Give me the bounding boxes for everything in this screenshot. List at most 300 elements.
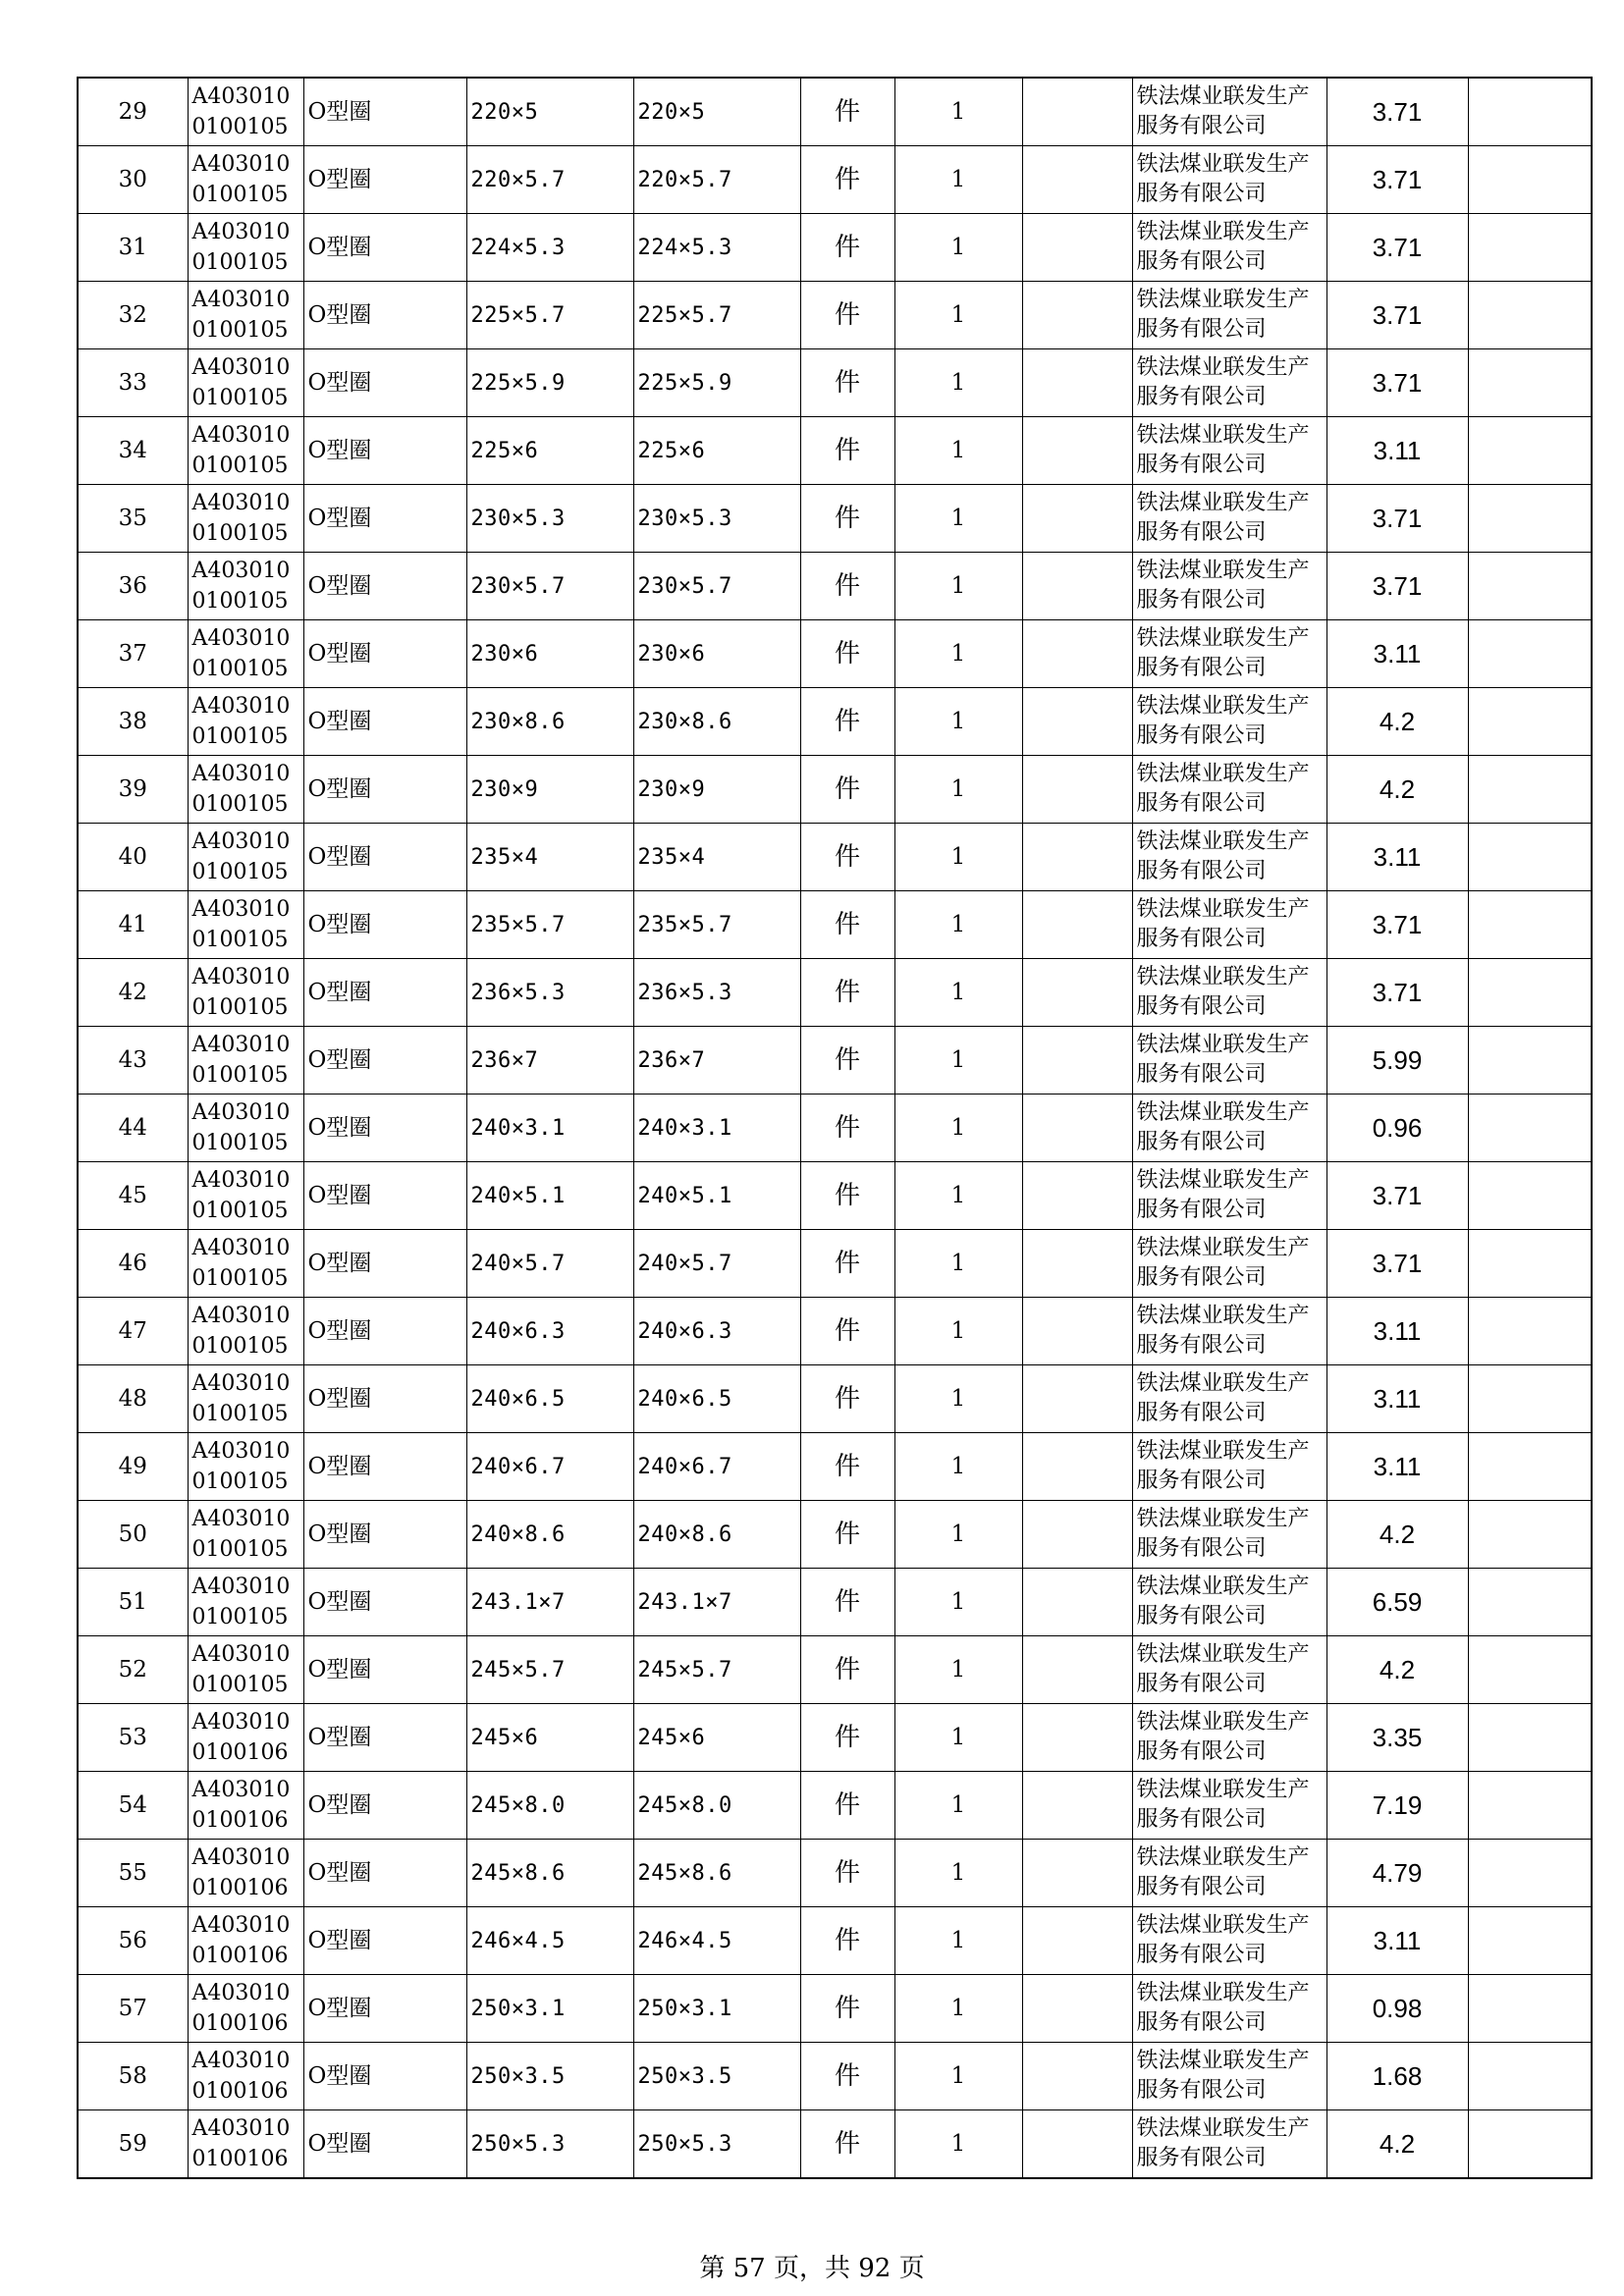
material-code-cell: A4030100100105 [188, 1501, 303, 1569]
row-number-cell: 50 [78, 1501, 188, 1569]
unit-cell: 件 [800, 891, 894, 959]
remark-cell-cell [1468, 1365, 1592, 1433]
supplier-cell: 铁法煤业联发生产服务有限公司 [1132, 349, 1326, 417]
quantity-cell: 1 [894, 620, 1022, 688]
unit-price-cell: 4.79 [1326, 1840, 1468, 1907]
remark-cell-cell [1468, 1772, 1592, 1840]
row-number-cell: 54 [78, 1772, 188, 1840]
unit-cell: 件 [800, 553, 894, 620]
material-code-cell: A4030100100105 [188, 620, 303, 688]
unit-cell: 件 [800, 1704, 894, 1772]
quantity-cell: 1 [894, 282, 1022, 349]
material-name-cell: O型圈 [303, 2110, 466, 2179]
supplier-cell: 铁法煤业联发生产服务有限公司 [1132, 2110, 1326, 2179]
table-row [78, 1772, 1592, 1840]
material-code-cell: A4030100100105 [188, 282, 303, 349]
row-number-cell: 45 [78, 1162, 188, 1230]
quantity-cell: 1 [894, 2110, 1022, 2179]
model-cell: 245×5.7 [633, 1636, 800, 1704]
material-code-cell: A4030100100105 [188, 756, 303, 824]
table-row [78, 959, 1592, 1027]
model-cell: 235×4 [633, 824, 800, 891]
quantity-cell: 1 [894, 1365, 1022, 1433]
unit-cell: 件 [800, 1975, 894, 2043]
specification-cell: 240×6.7 [466, 1433, 633, 1501]
table-row [78, 349, 1592, 417]
material-code-cell: A4030100100105 [188, 349, 303, 417]
unit-price-cell: 3.71 [1326, 78, 1468, 146]
unit-price-cell: 3.71 [1326, 959, 1468, 1027]
blank-cell-cell [1022, 1907, 1132, 1975]
remark-cell-cell [1468, 282, 1592, 349]
unit-cell: 件 [800, 1365, 894, 1433]
unit-cell: 件 [800, 824, 894, 891]
quantity-cell: 1 [894, 1095, 1022, 1162]
material-name-cell: O型圈 [303, 1365, 466, 1433]
table-row [78, 1907, 1592, 1975]
row-number-cell: 31 [78, 214, 188, 282]
model-cell: 220×5.7 [633, 146, 800, 214]
blank-cell-cell [1022, 1501, 1132, 1569]
model-cell: 250×5.3 [633, 2110, 800, 2179]
blank-cell-cell [1022, 1704, 1132, 1772]
specification-cell: 236×7 [466, 1027, 633, 1095]
unit-price-cell: 3.71 [1326, 485, 1468, 553]
remark-cell-cell [1468, 1975, 1592, 2043]
quantity-cell: 1 [894, 1772, 1022, 1840]
quantity-cell: 1 [894, 417, 1022, 485]
material-code-cell: A4030100100105 [188, 1365, 303, 1433]
blank-cell-cell [1022, 688, 1132, 756]
specification-cell: 235×4 [466, 824, 633, 891]
row-number-cell: 37 [78, 620, 188, 688]
remark-cell-cell [1468, 1298, 1592, 1365]
material-name-cell: O型圈 [303, 1636, 466, 1704]
model-cell: 240×6.5 [633, 1365, 800, 1433]
material-name-cell: O型圈 [303, 688, 466, 756]
material-name-cell: O型圈 [303, 2043, 466, 2110]
specification-cell: 230×5.7 [466, 553, 633, 620]
quantity-cell: 1 [894, 1907, 1022, 1975]
row-number-cell: 40 [78, 824, 188, 891]
supplier-cell: 铁法煤业联发生产服务有限公司 [1132, 1975, 1326, 2043]
table-row [78, 78, 1592, 146]
table-row [78, 1095, 1592, 1162]
specification-cell: 230×9 [466, 756, 633, 824]
blank-cell-cell [1022, 1162, 1132, 1230]
table-row [78, 1636, 1592, 1704]
model-cell: 245×6 [633, 1704, 800, 1772]
remark-cell-cell [1468, 688, 1592, 756]
material-name-cell: O型圈 [303, 1975, 466, 2043]
blank-cell-cell [1022, 1569, 1132, 1636]
remark-cell-cell [1468, 349, 1592, 417]
blank-cell-cell [1022, 1298, 1132, 1365]
unit-cell: 件 [800, 485, 894, 553]
unit-price-cell: 5.99 [1326, 1027, 1468, 1095]
unit-price-cell: 3.71 [1326, 146, 1468, 214]
material-name-cell: O型圈 [303, 349, 466, 417]
supplier-cell: 铁法煤业联发生产服务有限公司 [1132, 1162, 1326, 1230]
unit-price-cell: 3.11 [1326, 1298, 1468, 1365]
blank-cell-cell [1022, 1975, 1132, 2043]
blank-cell-cell [1022, 349, 1132, 417]
specification-cell: 240×3.1 [466, 1095, 633, 1162]
unit-cell: 件 [800, 1569, 894, 1636]
unit-price-cell: 6.59 [1326, 1569, 1468, 1636]
remark-cell-cell [1468, 417, 1592, 485]
table-row [78, 1704, 1592, 1772]
material-name-cell: O型圈 [303, 1772, 466, 1840]
quantity-cell: 1 [894, 824, 1022, 891]
row-number-cell: 53 [78, 1704, 188, 1772]
row-number-cell: 38 [78, 688, 188, 756]
specification-cell: 240×5.7 [466, 1230, 633, 1298]
model-cell: 240×3.1 [633, 1095, 800, 1162]
material-name-cell: O型圈 [303, 1230, 466, 1298]
supplier-cell: 铁法煤业联发生产服务有限公司 [1132, 2043, 1326, 2110]
model-cell: 220×5 [633, 78, 800, 146]
material-name-cell: O型圈 [303, 1027, 466, 1095]
table-row [78, 1840, 1592, 1907]
table-row [78, 1027, 1592, 1095]
quantity-cell: 1 [894, 1636, 1022, 1704]
supplier-cell: 铁法煤业联发生产服务有限公司 [1132, 1433, 1326, 1501]
material-code-cell: A4030100100105 [188, 1027, 303, 1095]
blank-cell-cell [1022, 1772, 1132, 1840]
remark-cell-cell [1468, 1636, 1592, 1704]
unit-cell: 件 [800, 2043, 894, 2110]
quantity-cell: 1 [894, 1501, 1022, 1569]
table-row [78, 688, 1592, 756]
row-number-cell: 43 [78, 1027, 188, 1095]
remark-cell-cell [1468, 756, 1592, 824]
material-name-cell: O型圈 [303, 214, 466, 282]
remark-cell-cell [1468, 78, 1592, 146]
material-name-cell: O型圈 [303, 891, 466, 959]
supplier-cell: 铁法煤业联发生产服务有限公司 [1132, 688, 1326, 756]
unit-cell: 件 [800, 688, 894, 756]
supplier-cell: 铁法煤业联发生产服务有限公司 [1132, 620, 1326, 688]
unit-cell: 件 [800, 417, 894, 485]
unit-price-cell: 4.2 [1326, 1636, 1468, 1704]
unit-price-cell: 4.2 [1326, 1501, 1468, 1569]
quantity-cell: 1 [894, 1975, 1022, 2043]
material-code-cell: A4030100100105 [188, 78, 303, 146]
supplier-cell: 铁法煤业联发生产服务有限公司 [1132, 146, 1326, 214]
material-code-cell: A4030100100105 [188, 146, 303, 214]
remark-cell-cell [1468, 2110, 1592, 2179]
blank-cell-cell [1022, 1636, 1132, 1704]
remark-cell-cell [1468, 1433, 1592, 1501]
specification-cell: 220×5.7 [466, 146, 633, 214]
specification-cell: 240×5.1 [466, 1162, 633, 1230]
material-code-cell: A4030100100105 [188, 1636, 303, 1704]
unit-cell: 件 [800, 1636, 894, 1704]
material-name-cell: O型圈 [303, 78, 466, 146]
model-cell: 245×8.6 [633, 1840, 800, 1907]
table-body [78, 78, 1592, 2178]
row-number-cell: 47 [78, 1298, 188, 1365]
material-code-cell: A4030100100105 [188, 1230, 303, 1298]
material-code-cell: A4030100100106 [188, 1975, 303, 2043]
remark-cell-cell [1468, 1569, 1592, 1636]
table-row [78, 146, 1592, 214]
model-cell: 236×5.3 [633, 959, 800, 1027]
material-code-cell: A4030100100105 [188, 553, 303, 620]
remark-cell-cell [1468, 214, 1592, 282]
blank-cell-cell [1022, 2110, 1132, 2179]
specification-cell: 243.1×7 [466, 1569, 633, 1636]
blank-cell-cell [1022, 959, 1132, 1027]
specification-cell: 225×5.9 [466, 349, 633, 417]
remark-cell-cell [1468, 1162, 1592, 1230]
supplier-cell: 铁法煤业联发生产服务有限公司 [1132, 1907, 1326, 1975]
unit-cell: 件 [800, 959, 894, 1027]
material-code-cell: A4030100100105 [188, 824, 303, 891]
quantity-cell: 1 [894, 1162, 1022, 1230]
specification-cell: 225×6 [466, 417, 633, 485]
specification-cell: 240×6.5 [466, 1365, 633, 1433]
model-cell: 230×5.3 [633, 485, 800, 553]
row-number-cell: 29 [78, 78, 188, 146]
material-name-cell: O型圈 [303, 1433, 466, 1501]
unit-cell: 件 [800, 2110, 894, 2179]
unit-cell: 件 [800, 1433, 894, 1501]
table-row [78, 891, 1592, 959]
supplier-cell: 铁法煤业联发生产服务有限公司 [1132, 1704, 1326, 1772]
material-code-cell: A4030100100105 [188, 688, 303, 756]
blank-cell-cell [1022, 2043, 1132, 2110]
blank-cell-cell [1022, 1433, 1132, 1501]
unit-price-cell: 3.11 [1326, 824, 1468, 891]
specification-cell: 245×5.7 [466, 1636, 633, 1704]
material-code-cell: A4030100100106 [188, 1907, 303, 1975]
row-number-cell: 32 [78, 282, 188, 349]
unit-price-cell: 4.2 [1326, 756, 1468, 824]
quantity-cell: 1 [894, 959, 1022, 1027]
table-row [78, 553, 1592, 620]
unit-price-cell: 3.11 [1326, 1433, 1468, 1501]
quantity-cell: 1 [894, 553, 1022, 620]
material-code-cell: A4030100100105 [188, 214, 303, 282]
unit-cell: 件 [800, 78, 894, 146]
quantity-cell: 1 [894, 146, 1022, 214]
model-cell: 250×3.5 [633, 2043, 800, 2110]
row-number-cell: 57 [78, 1975, 188, 2043]
specification-cell: 225×5.7 [466, 282, 633, 349]
blank-cell-cell [1022, 485, 1132, 553]
specification-cell: 245×6 [466, 1704, 633, 1772]
supplier-cell: 铁法煤业联发生产服务有限公司 [1132, 1365, 1326, 1433]
material-name-cell: O型圈 [303, 1569, 466, 1636]
unit-cell: 件 [800, 756, 894, 824]
table-row [78, 756, 1592, 824]
table-row [78, 485, 1592, 553]
unit-price-cell: 4.2 [1326, 2110, 1468, 2179]
remark-cell-cell [1468, 1027, 1592, 1095]
model-cell: 225×6 [633, 417, 800, 485]
table-row [78, 1298, 1592, 1365]
unit-price-cell: 3.71 [1326, 891, 1468, 959]
supplier-cell: 铁法煤业联发生产服务有限公司 [1132, 1298, 1326, 1365]
remark-cell-cell [1468, 1230, 1592, 1298]
specification-cell: 235×5.7 [466, 891, 633, 959]
unit-cell: 件 [800, 282, 894, 349]
material-name-cell: O型圈 [303, 959, 466, 1027]
unit-cell: 件 [800, 1298, 894, 1365]
material-name-cell: O型圈 [303, 1162, 466, 1230]
table-row [78, 417, 1592, 485]
row-number-cell: 41 [78, 891, 188, 959]
row-number-cell: 58 [78, 2043, 188, 2110]
unit-cell: 件 [800, 1772, 894, 1840]
remark-cell-cell [1468, 1095, 1592, 1162]
model-cell: 230×8.6 [633, 688, 800, 756]
blank-cell-cell [1022, 824, 1132, 891]
blank-cell-cell [1022, 146, 1132, 214]
quantity-cell: 1 [894, 1569, 1022, 1636]
specification-cell: 250×3.5 [466, 2043, 633, 2110]
blank-cell-cell [1022, 78, 1132, 146]
row-number-cell: 48 [78, 1365, 188, 1433]
page-footer: 第 57 页，共 92 页 [699, 2254, 925, 2283]
unit-price-cell: 4.2 [1326, 688, 1468, 756]
supplier-cell: 铁法煤业联发生产服务有限公司 [1132, 417, 1326, 485]
row-number-cell: 59 [78, 2110, 188, 2179]
unit-cell: 件 [800, 1230, 894, 1298]
specification-cell: 245×8.6 [466, 1840, 633, 1907]
material-code-cell: A4030100100106 [188, 2110, 303, 2179]
table-row [78, 824, 1592, 891]
specification-cell: 245×8.0 [466, 1772, 633, 1840]
table-row [78, 1975, 1592, 2043]
row-number-cell: 55 [78, 1840, 188, 1907]
material-code-cell: A4030100100105 [188, 1433, 303, 1501]
remark-cell-cell [1468, 553, 1592, 620]
unit-cell: 件 [800, 1501, 894, 1569]
material-code-cell: A4030100100105 [188, 417, 303, 485]
material-code-cell: A4030100100106 [188, 1704, 303, 1772]
supplier-cell: 铁法煤业联发生产服务有限公司 [1132, 1027, 1326, 1095]
material-code-cell: A4030100100105 [188, 1298, 303, 1365]
material-name-cell: O型圈 [303, 620, 466, 688]
model-cell: 240×6.3 [633, 1298, 800, 1365]
blank-cell-cell [1022, 620, 1132, 688]
quantity-cell: 1 [894, 891, 1022, 959]
table-row [78, 1569, 1592, 1636]
supplier-cell: 铁法煤业联发生产服务有限公司 [1132, 1569, 1326, 1636]
specification-cell: 220×5 [466, 78, 633, 146]
model-cell: 240×6.7 [633, 1433, 800, 1501]
specification-cell: 240×8.6 [466, 1501, 633, 1569]
supplier-cell: 铁法煤业联发生产服务有限公司 [1132, 485, 1326, 553]
table-row [78, 1162, 1592, 1230]
blank-cell-cell [1022, 1840, 1132, 1907]
supplier-cell: 铁法煤业联发生产服务有限公司 [1132, 1772, 1326, 1840]
material-code-cell: A4030100100106 [188, 1772, 303, 1840]
row-number-cell: 56 [78, 1907, 188, 1975]
remark-cell-cell [1468, 146, 1592, 214]
row-number-cell: 44 [78, 1095, 188, 1162]
supplier-cell: 铁法煤业联发生产服务有限公司 [1132, 1840, 1326, 1907]
model-cell: 225×5.9 [633, 349, 800, 417]
material-code-cell: A4030100100105 [188, 485, 303, 553]
material-name-cell: O型圈 [303, 1907, 466, 1975]
model-cell: 224×5.3 [633, 214, 800, 282]
price-table [77, 77, 1593, 2179]
specification-cell: 236×5.3 [466, 959, 633, 1027]
unit-cell: 件 [800, 1095, 894, 1162]
supplier-cell: 铁法煤业联发生产服务有限公司 [1132, 1636, 1326, 1704]
material-name-cell: O型圈 [303, 1704, 466, 1772]
remark-cell-cell [1468, 824, 1592, 891]
model-cell: 230×9 [633, 756, 800, 824]
unit-cell: 件 [800, 1162, 894, 1230]
quantity-cell: 1 [894, 1027, 1022, 1095]
supplier-cell: 铁法煤业联发生产服务有限公司 [1132, 214, 1326, 282]
quantity-cell: 1 [894, 688, 1022, 756]
material-name-cell: O型圈 [303, 1840, 466, 1907]
unit-price-cell: 3.11 [1326, 620, 1468, 688]
model-cell: 240×5.7 [633, 1230, 800, 1298]
table-row [78, 620, 1592, 688]
remark-cell-cell [1468, 1501, 1592, 1569]
material-code-cell: A4030100100105 [188, 891, 303, 959]
material-name-cell: O型圈 [303, 824, 466, 891]
supplier-cell: 铁法煤业联发生产服务有限公司 [1132, 282, 1326, 349]
specification-cell: 250×3.1 [466, 1975, 633, 2043]
model-cell: 250×3.1 [633, 1975, 800, 2043]
row-number-cell: 33 [78, 349, 188, 417]
model-cell: 225×5.7 [633, 282, 800, 349]
unit-price-cell: 1.68 [1326, 2043, 1468, 2110]
model-cell: 246×4.5 [633, 1907, 800, 1975]
quantity-cell: 1 [894, 1298, 1022, 1365]
quantity-cell: 1 [894, 349, 1022, 417]
specification-cell: 224×5.3 [466, 214, 633, 282]
row-number-cell: 51 [78, 1569, 188, 1636]
material-name-cell: O型圈 [303, 1298, 466, 1365]
unit-price-cell: 3.35 [1326, 1704, 1468, 1772]
remark-cell-cell [1468, 485, 1592, 553]
model-cell: 230×6 [633, 620, 800, 688]
material-code-cell: A4030100100105 [188, 1569, 303, 1636]
blank-cell-cell [1022, 1230, 1132, 1298]
material-name-cell: O型圈 [303, 417, 466, 485]
material-code-cell: A4030100100105 [188, 959, 303, 1027]
blank-cell-cell [1022, 553, 1132, 620]
remark-cell-cell [1468, 1840, 1592, 1907]
unit-cell: 件 [800, 214, 894, 282]
remark-cell-cell [1468, 959, 1592, 1027]
row-number-cell: 46 [78, 1230, 188, 1298]
model-cell: 240×5.1 [633, 1162, 800, 1230]
row-number-cell: 35 [78, 485, 188, 553]
blank-cell-cell [1022, 214, 1132, 282]
blank-cell-cell [1022, 417, 1132, 485]
unit-price-cell: 7.19 [1326, 1772, 1468, 1840]
row-number-cell: 49 [78, 1433, 188, 1501]
unit-cell: 件 [800, 349, 894, 417]
material-name-cell: O型圈 [303, 146, 466, 214]
unit-price-cell: 3.11 [1326, 1907, 1468, 1975]
quantity-cell: 1 [894, 756, 1022, 824]
quantity-cell: 1 [894, 78, 1022, 146]
table-row [78, 1365, 1592, 1433]
row-number-cell: 42 [78, 959, 188, 1027]
supplier-cell: 铁法煤业联发生产服务有限公司 [1132, 891, 1326, 959]
